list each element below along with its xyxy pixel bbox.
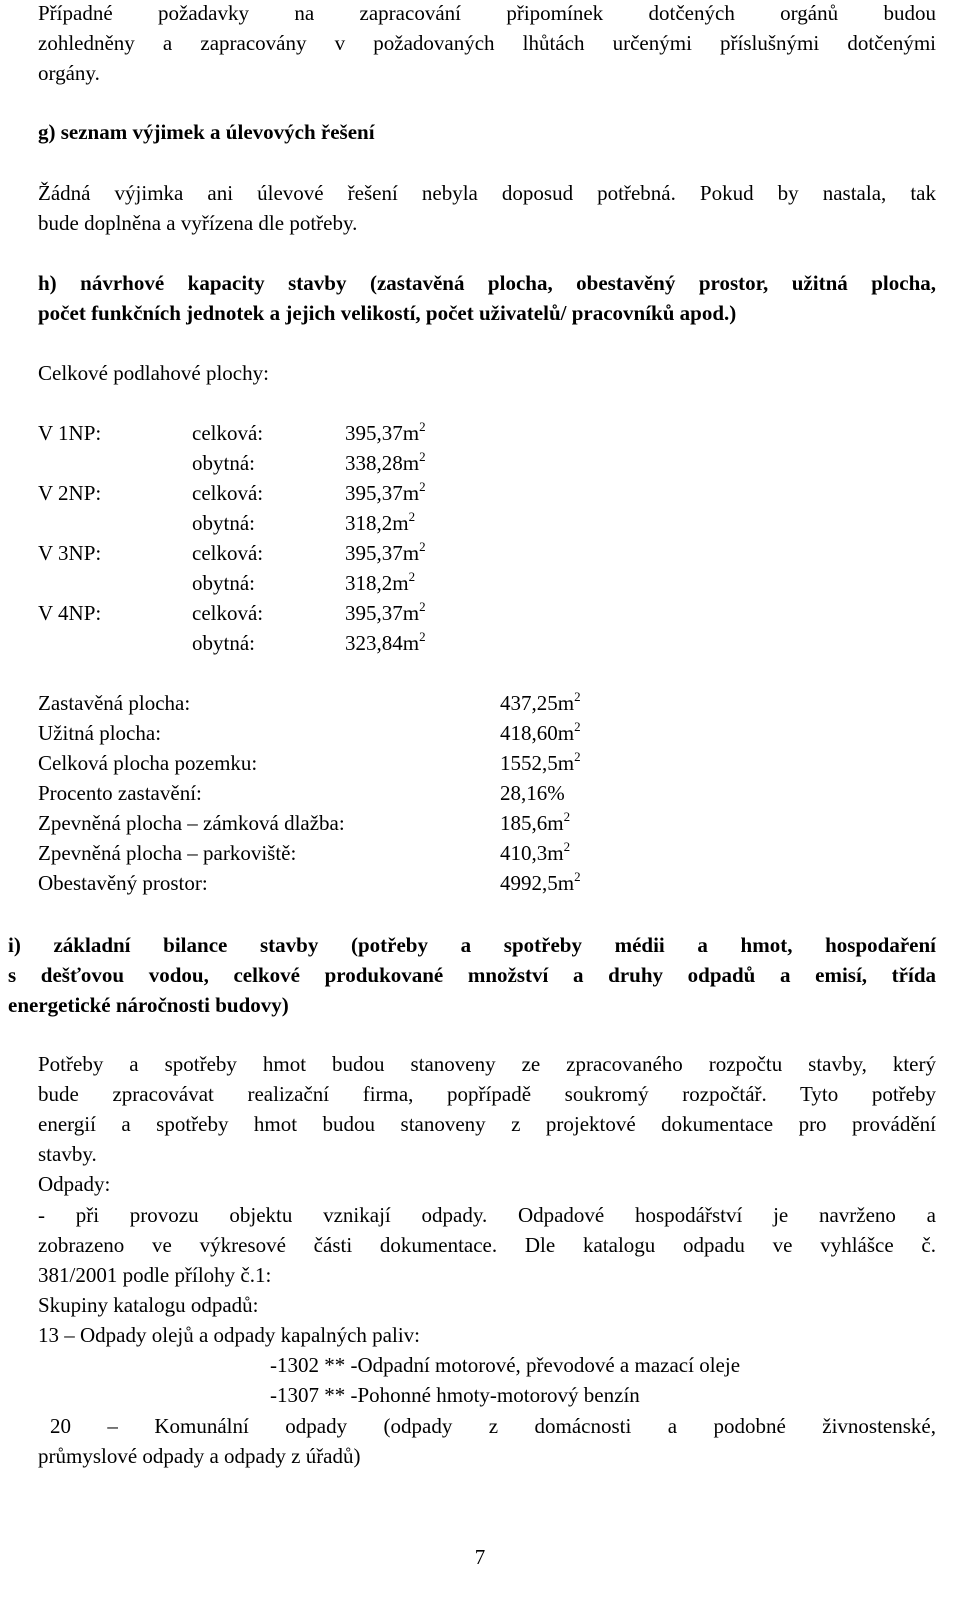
section-g-line-2: bude doplněna a vyřízena dle potřeby. bbox=[38, 211, 358, 235]
summary-row bbox=[0, 810, 960, 836]
waste-group-13: 13 – Odpady olejů a odpady kapalných paliv: bbox=[38, 1323, 420, 1347]
waste-label: Odpady: bbox=[38, 1172, 111, 1196]
summary-value: $185,6m^2$ bbox=[500, 809, 571, 835]
floor-label: V 4NP: bbox=[38, 601, 102, 625]
intro-line-3: orgány. bbox=[38, 61, 100, 85]
resources-paragraph-line-1: Potřeby a spotřeby hmot budou stanoveny ze zpracovaného rozpočtu stavby, který bbox=[38, 1052, 936, 1076]
waste-paragraph-line-3: 381/2001 podle přílohy č.1: bbox=[38, 1263, 272, 1287]
summary-value: $1552,5m^2$ bbox=[500, 749, 581, 775]
area-value: $318,2m^2$ bbox=[345, 509, 416, 535]
floor-row bbox=[0, 450, 960, 476]
section-h-heading-line-2: počet funkčních jednotek a jejich velikostí, počet uživatelů/ pracovníků apod.) bbox=[38, 301, 737, 325]
page-number: 7 bbox=[474, 1545, 486, 1569]
summary-value: $418,60m^2$ bbox=[500, 719, 581, 745]
area-value: $395,37m^2$ bbox=[345, 479, 426, 505]
area-type: celková: bbox=[192, 421, 264, 445]
summary-value: $437,25m^2$ bbox=[500, 689, 581, 715]
intro-line-1: Případné požadavky na zapracování připomínek dotčených orgánů budou bbox=[38, 1, 936, 25]
summary-value: $4992,5m^2$ bbox=[500, 869, 581, 895]
area-type: celková: bbox=[192, 541, 264, 565]
floor-row bbox=[0, 630, 960, 656]
summary-row bbox=[0, 720, 960, 746]
resources-paragraph-line-3: energií a spotřeby hmot budou stanoveny z projektové dokumentace pro provádění bbox=[38, 1112, 936, 1136]
floor-areas-intro: Celkové podlahové plochy: bbox=[38, 361, 269, 385]
area-value: $395,37m^2$ bbox=[345, 419, 426, 445]
area-type: obytná: bbox=[192, 451, 255, 475]
summary-value: 28,16% bbox=[500, 781, 565, 805]
floor-row bbox=[0, 600, 960, 626]
floor-row bbox=[0, 540, 960, 566]
waste-paragraph-line-1: - při provozu objektu vznikají odpady. Odpadové hospodářství je navrženo a bbox=[38, 1203, 936, 1227]
waste-group-20-line-2: průmyslové odpady a odpady z úřadů) bbox=[38, 1444, 361, 1468]
waste-paragraph-line-2: zobrazeno ve výkresové části dokumentace. Dle katalogu odpadu ve vyhlášce č. bbox=[38, 1233, 936, 1257]
summary-label: Zpevněná plocha – zámková dlažba: bbox=[38, 811, 345, 835]
area-value: $338,28m^2$ bbox=[345, 449, 426, 475]
summary-label: Zpevněná plocha – parkoviště: bbox=[38, 841, 297, 865]
area-type: celková: bbox=[192, 481, 264, 505]
intro-line-2: zohledněny a zapracovány v požadovaných lhůtách určenými příslušnými dotčenými bbox=[38, 31, 936, 55]
resources-paragraph-line-2: bude zpracovávat realizační firma, popřípadě soukromý rozpočtář. Tyto potřeby bbox=[38, 1082, 936, 1106]
area-value: $323,84m^2$ bbox=[345, 629, 426, 655]
floor-row bbox=[0, 420, 960, 446]
floor-label: V 1NP: bbox=[38, 421, 102, 445]
floor-label: V 2NP: bbox=[38, 481, 102, 505]
area-type: obytná: bbox=[192, 511, 255, 535]
summary-label: Obestavěný prostor: bbox=[38, 871, 208, 895]
summary-row bbox=[0, 840, 960, 866]
section-h-heading-line-1: h) návrhové kapacity stavby (zastavěná plocha, obestavěný prostor, užitná plocha, bbox=[38, 271, 936, 295]
floor-row bbox=[0, 510, 960, 536]
section-i-heading-line-2: s dešťovou vodou, celkové produkované množství a druhy odpadů a emisí, třída bbox=[8, 963, 936, 987]
section-g-line-1: Žádná výjimka ani úlevové řešení nebyla doposud potřebná. Pokud by nastala, tak bbox=[38, 181, 936, 205]
floor-row bbox=[0, 570, 960, 596]
area-type: obytná: bbox=[192, 571, 255, 595]
summary-label: Užitná plocha: bbox=[38, 721, 162, 745]
summary-label: Celková plocha pozemku: bbox=[38, 751, 258, 775]
resources-paragraph-line-4: stavby. bbox=[38, 1142, 97, 1166]
section-i-heading-line-3: energetické náročnosti budovy) bbox=[8, 993, 289, 1017]
waste-group-20-line-1: 20 – Komunální odpady (odpady z domácnosti a podobné živnostenské, bbox=[50, 1414, 936, 1438]
section-i-heading-line-1: i) základní bilance stavby (potřeby a spotřeby médii a hmot, hospodaření bbox=[8, 933, 936, 957]
summary-row bbox=[0, 780, 960, 806]
floor-row bbox=[0, 480, 960, 506]
floor-label: V 3NP: bbox=[38, 541, 102, 565]
summary-label: Procento zastavění: bbox=[38, 781, 202, 805]
area-type: obytná: bbox=[192, 631, 255, 655]
summary-row bbox=[0, 690, 960, 716]
summary-value: $410,3m^2$ bbox=[500, 839, 571, 865]
waste-code-1307: -1307 ** -Pohonné hmoty-motorový benzín bbox=[270, 1383, 640, 1407]
summary-label: Zastavěná plocha: bbox=[38, 691, 191, 715]
area-value: $318,2m^2$ bbox=[345, 569, 416, 595]
summary-row bbox=[0, 750, 960, 776]
waste-catalog-groups-label: Skupiny katalogu odpadů: bbox=[38, 1293, 259, 1317]
area-type: celková: bbox=[192, 601, 264, 625]
area-value: $395,37m^2$ bbox=[345, 599, 426, 625]
summary-row bbox=[0, 870, 960, 896]
section-g-heading: g) seznam výjimek a úlevových řešení bbox=[38, 120, 375, 144]
area-value: $395,37m^2$ bbox=[345, 539, 426, 565]
waste-code-1302: -1302 ** -Odpadní motorové, převodové a mazací oleje bbox=[270, 1353, 741, 1377]
